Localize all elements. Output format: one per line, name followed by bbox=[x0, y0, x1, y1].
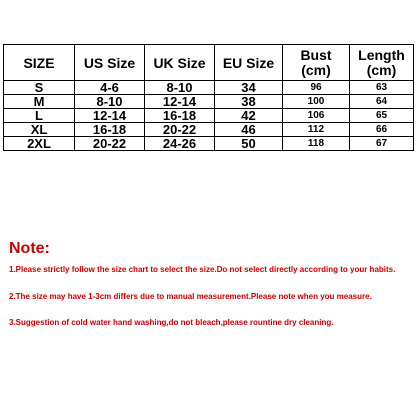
header-uk-size: UK Size bbox=[145, 45, 215, 81]
cell-length: 64 bbox=[350, 95, 414, 109]
cell-bust: 106 bbox=[283, 109, 350, 123]
cell-eu-size: 46 bbox=[215, 123, 283, 137]
cell-length: 67 bbox=[350, 137, 414, 151]
cell-size: XL bbox=[4, 123, 75, 137]
cell-bust: 96 bbox=[283, 81, 350, 95]
cell-eu-size: 38 bbox=[215, 95, 283, 109]
cell-size: M bbox=[4, 95, 75, 109]
header-length bbox=[350, 45, 414, 81]
cell-bust: 112 bbox=[283, 123, 350, 137]
header-length-line-2: (cm) bbox=[366, 61, 397, 78]
cell-us-size: 12-14 bbox=[75, 109, 145, 123]
table-row bbox=[4, 123, 414, 137]
header-us-size: US Size bbox=[75, 45, 145, 81]
cell-size: 2XL bbox=[4, 137, 75, 151]
note-title: Note: bbox=[9, 240, 50, 257]
table-row bbox=[4, 95, 414, 109]
cell-eu-size: 34 bbox=[215, 81, 283, 95]
cell-us-size: 4-6 bbox=[75, 81, 145, 95]
table-row bbox=[4, 137, 414, 151]
header-bust-line-1: Bust bbox=[300, 46, 332, 63]
cell-length: 65 bbox=[350, 109, 414, 123]
cell-uk-size: 8-10 bbox=[145, 81, 215, 95]
header-bust-line-2: (cm) bbox=[301, 61, 331, 78]
size-chart-table bbox=[3, 44, 414, 151]
note-item-measurement: 2.The size may have 1-3cm differs due to manual measurement.Please note when you measure. bbox=[9, 292, 372, 301]
table-header-row bbox=[4, 45, 414, 81]
cell-size: L bbox=[4, 109, 75, 123]
note-item-size-chart: 1.Please strictly follow the size chart to select the size.Do not select directly according to your habits. bbox=[9, 265, 396, 274]
table-row bbox=[4, 81, 414, 95]
header-length-line-1: Length bbox=[358, 46, 405, 63]
cell-uk-size: 24-26 bbox=[145, 137, 215, 151]
cell-size: S bbox=[4, 81, 75, 95]
header-bust bbox=[283, 45, 350, 81]
cell-uk-size: 20-22 bbox=[145, 123, 215, 137]
table-row bbox=[4, 109, 414, 123]
cell-us-size: 8-10 bbox=[75, 95, 145, 109]
cell-bust: 100 bbox=[283, 95, 350, 109]
note-item-washing: 3.Suggestion of cold water hand washing,do not bleach,please rountine dry cleaning. bbox=[9, 318, 334, 327]
cell-length: 66 bbox=[350, 123, 414, 137]
cell-uk-size: 12-14 bbox=[145, 95, 215, 109]
header-eu-size: EU Size bbox=[215, 45, 283, 81]
cell-eu-size: 50 bbox=[215, 137, 283, 151]
cell-uk-size: 16-18 bbox=[145, 109, 215, 123]
cell-eu-size: 42 bbox=[215, 109, 283, 123]
cell-us-size: 20-22 bbox=[75, 137, 145, 151]
header-size: SIZE bbox=[4, 45, 75, 81]
cell-length: 63 bbox=[350, 81, 414, 95]
cell-us-size: 16-18 bbox=[75, 123, 145, 137]
cell-bust: 118 bbox=[283, 137, 350, 151]
